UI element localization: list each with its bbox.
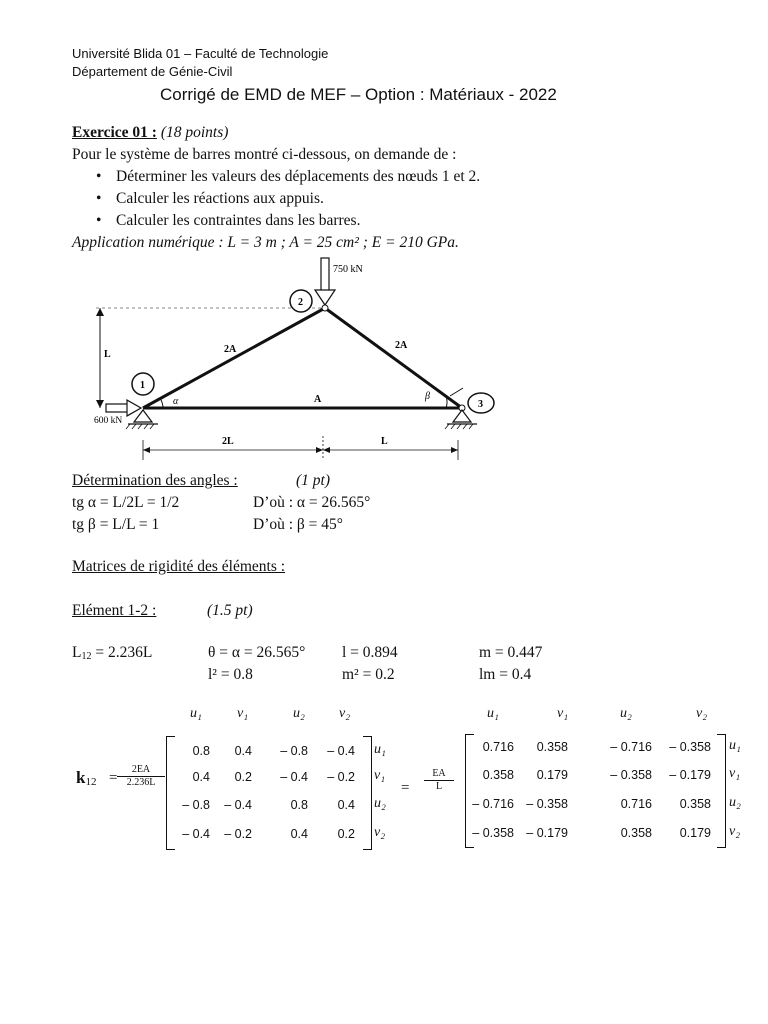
right-matrix-column-header: v₁: [557, 706, 569, 721]
element-theta: θ = α = 26.565°: [208, 644, 306, 661]
bar-1-2: [143, 308, 325, 408]
application-numerique: Application numérique : L = 3 m ; A = 25 cm² ; E = 210 GPa.: [72, 234, 459, 251]
left-matrix-row-label: v₂: [374, 825, 386, 840]
page-title: Corrigé de EMD de MEF – Option : Matériaux - 2022: [160, 85, 557, 104]
support-3-hatch: [445, 424, 473, 429]
left-matrix-bracket-close: [363, 736, 372, 850]
height-label: L: [104, 349, 111, 360]
header-university: Université Blida 01 – Faculté de Technologie: [72, 46, 329, 61]
node-3-label: 3: [478, 399, 483, 410]
right-matrix-row-label: v₁: [729, 766, 741, 781]
element-points: (1.5 pt): [207, 602, 253, 619]
angles-points: (1 pt): [296, 472, 331, 489]
element-m: m = 0.447: [479, 644, 543, 661]
bullet-icon: •: [96, 168, 102, 185]
right-matrix-cell: 0.358: [679, 797, 711, 811]
load-top-shaft: [321, 258, 329, 292]
height-arrow-bottom: [96, 400, 104, 408]
left-matrix-cell: 0.4: [290, 827, 308, 841]
angles-heading-line: [72, 472, 238, 490]
left-matrix-cell: 0.8: [290, 798, 308, 812]
load-left-arrowhead: [127, 400, 141, 416]
element-m2: m² = 0.2: [342, 666, 395, 683]
right-matrix-cell: – 0.179: [526, 826, 568, 840]
left-matrix-cell: – 0.4: [327, 744, 355, 758]
bar-bottom-label: A: [314, 394, 322, 405]
right-matrix-cell: – 0.716: [610, 740, 652, 754]
right-matrix-cell: 0.716: [482, 740, 514, 754]
left-matrix-column-header: u₂: [293, 706, 305, 721]
exercise-heading: Exercice 01 :: [72, 124, 157, 141]
right-matrix-cell: – 0.358: [526, 797, 568, 811]
left-matrix-row-label: u₁: [374, 742, 386, 757]
left-matrix-column-header: v₁: [237, 706, 249, 721]
angles-heading: Détermination des angles :: [72, 472, 238, 489]
left-matrix-cell: – 0.4: [182, 827, 210, 841]
node-2-label: 2: [298, 297, 303, 308]
k-symbol: k12: [76, 768, 97, 788]
fraction-right-denominator: L: [424, 780, 454, 792]
right-matrix-cell: – 0.358: [610, 768, 652, 782]
node-1-label: 1: [140, 380, 145, 391]
left-matrix-column-header: v₂: [339, 706, 351, 721]
right-matrix-bracket-close: [717, 734, 726, 848]
element-heading: Elément 1-2 :: [72, 602, 157, 619]
right-matrix-column-header: v₂: [696, 706, 708, 721]
left-matrix-cell: – 0.8: [182, 798, 210, 812]
element-l2: l² = 0.8: [208, 666, 253, 683]
left-matrix-cell: – 0.8: [280, 744, 308, 758]
element-lm: lm = 0.4: [479, 666, 532, 683]
right-matrix-cell: 0.179: [679, 826, 711, 840]
fraction-left-numerator: 2EA: [131, 764, 151, 775]
load-left-shaft: [106, 404, 128, 412]
load-top-arrowhead: [315, 290, 335, 305]
left-matrix-cell: – 0.2: [224, 827, 252, 841]
bar-right-label: 2A: [395, 340, 408, 351]
right-matrix-cell: 0.716: [620, 797, 652, 811]
fraction-right: [424, 768, 454, 792]
equals-sign-1: =: [109, 770, 118, 786]
exercise-points: (18 points): [160, 124, 229, 141]
alpha-result: D’où : α = 26.565°: [253, 494, 371, 511]
bar-2-3: [325, 308, 462, 408]
left-matrix-cell: – 0.4: [280, 770, 308, 784]
bullet-icon: •: [96, 212, 102, 229]
right-matrix-cell: – 0.179: [669, 768, 711, 782]
bar-left-label: 2A: [224, 344, 237, 355]
left-matrix-cell: 0.4: [337, 798, 355, 812]
alpha-label: α: [173, 396, 179, 407]
right-matrix-cell: 0.358: [536, 740, 568, 754]
bullet-icon: •: [96, 190, 102, 207]
support-1-triangle: [134, 410, 152, 422]
beta-result: D’où : β = 45°: [253, 516, 343, 533]
element-l: l = 0.894: [342, 644, 398, 661]
right-matrix-column-header: u₂: [620, 706, 632, 721]
exercise-intro: Pour le système de barres montré ci-dessous, on demande de :: [72, 146, 457, 163]
right-matrix-cell: 0.179: [536, 768, 568, 782]
left-matrix-row-label: u₂: [374, 796, 386, 811]
node-2-pin: [322, 305, 328, 311]
bullet-item-3: • Calculer les contraintes dans les barres.: [96, 212, 361, 229]
left-matrix-cell: 0.8: [192, 744, 210, 758]
fraction-left-denominator: 2.236L: [117, 776, 165, 788]
right-matrix-cell: – 0.716: [472, 797, 514, 811]
left-matrix-cell: – 0.4: [224, 798, 252, 812]
left-matrix-row-label: v₁: [374, 768, 386, 783]
beta-tick: [450, 388, 463, 396]
support-3-triangle: [453, 410, 471, 422]
right-matrix-cell: – 0.358: [472, 826, 514, 840]
header-department: Département de Génie-Civil: [72, 64, 233, 79]
support-1-hatch: [126, 424, 154, 429]
right-matrix-row-label: u₂: [729, 795, 741, 810]
left-matrix-cell: 0.4: [234, 744, 252, 758]
right-matrix-column-header: u₁: [487, 706, 499, 721]
load-left-label: 600 kN: [94, 416, 123, 426]
right-matrix-cell: – 0.358: [669, 740, 711, 754]
left-matrix-cell: 0.2: [234, 770, 252, 784]
tg-alpha: tg α = L/2L = 1/2: [72, 494, 180, 511]
beta-arc: [446, 396, 447, 408]
element-length: $L_{12} = 2.236L$: [72, 644, 153, 662]
matrices-heading: Matrices de rigidité des éléments :: [72, 558, 286, 575]
truss-diagram: [0, 0, 768, 470]
left-matrix-column-header: u₁: [190, 706, 202, 721]
fraction-right-numerator: EA: [432, 768, 446, 779]
tg-beta: tg β = L/L = 1: [72, 516, 160, 533]
beta-label: β: [425, 391, 430, 402]
right-matrix-row-label: v₂: [729, 824, 741, 839]
right-matrix-row-label: u₁: [729, 738, 741, 753]
dimension-label-l: L: [381, 436, 388, 447]
load-top-label: 750 kN: [333, 264, 363, 275]
bullet-item-2: • Calculer les réactions aux appuis.: [96, 190, 324, 207]
height-arrow-top: [96, 308, 104, 316]
right-matrix-cell: 0.358: [482, 768, 514, 782]
equals-sign-2: =: [401, 780, 410, 796]
dimension-arrow: [451, 447, 458, 453]
bullet-item-1: • Déterminer les valeurs des déplacements des nœuds 1 et 2.: [96, 168, 481, 185]
dimension-label-2l: 2L: [222, 436, 234, 447]
dimension-arrow: [316, 447, 323, 453]
right-matrix-cell: 0.358: [620, 826, 652, 840]
left-matrix-cell: – 0.2: [327, 770, 355, 784]
left-matrix-cell: 0.2: [337, 827, 355, 841]
left-matrix-cell: 0.4: [192, 770, 210, 784]
dimension-arrow: [143, 447, 150, 453]
dimension-arrow: [323, 447, 330, 453]
